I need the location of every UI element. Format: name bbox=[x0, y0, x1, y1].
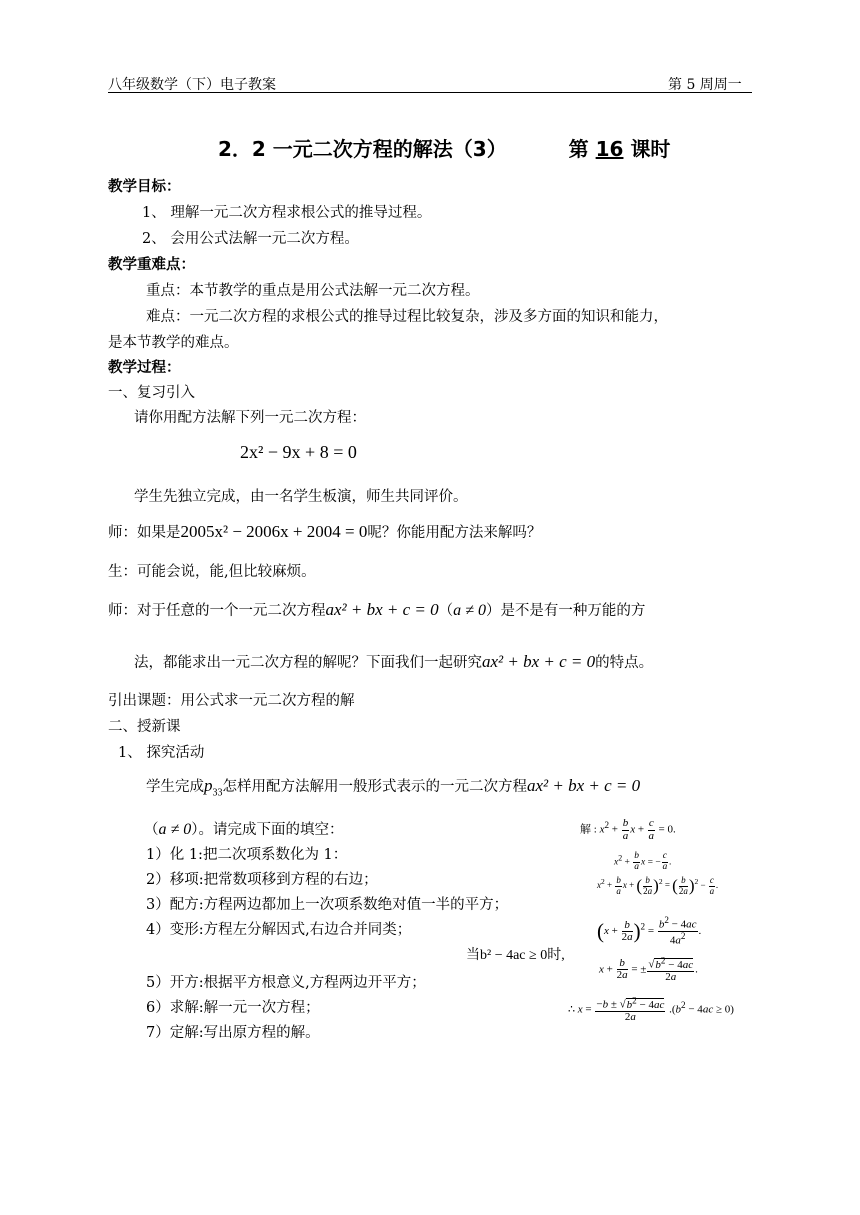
page-ref: $p_{33}$ bbox=[204, 776, 223, 799]
task-line bbox=[146, 775, 640, 798]
step-item: 3）配方:方程两边都加上一次项系数绝对值一半的平方； bbox=[146, 897, 509, 913]
title-lesson-suffix: 课时 bbox=[630, 137, 671, 161]
task-line-2: （a ≠ 0）。请完成下面的填空： bbox=[144, 821, 344, 838]
difficult-point: 难点：一元二次方程的求根公式的推导过程比较复杂，涉及多方面的知识和能力， bbox=[146, 309, 668, 325]
task-suffix: ）。请完成下面的填空： bbox=[191, 822, 344, 838]
step-item: 5）开方:根据平方根意义,方程两边开平方； bbox=[146, 975, 426, 991]
condition: a ≠ 0 bbox=[158, 821, 192, 838]
objective-item: 1、 理解一元二次方程求根公式的推导过程。 bbox=[142, 205, 432, 221]
header-left: 八年级数学（下）电子教案 bbox=[108, 77, 276, 93]
students-activity: 学生先独立完成，由一名学生板演，师生共同评价。 bbox=[134, 489, 468, 505]
section-review: 一、复习引入 bbox=[108, 385, 195, 401]
title-lesson-prefix: 第 bbox=[568, 137, 589, 161]
general-equation: ax² + bx + c = 0 bbox=[482, 652, 596, 671]
solution-step-6: ∴ x = $\frac{-b \pm √b^2 - 4ac}{2a}$ $.(b^2 - 4ac \ge 0)$ bbox=[568, 995, 734, 1024]
step-item: 6）求解:解一元一次方程； bbox=[146, 1000, 320, 1016]
keypoints-heading: 教学重难点： bbox=[108, 257, 195, 273]
step-item: 1）化 1:把二次项系数化为 1： bbox=[146, 847, 348, 863]
key-point: 重点：本节教学的重点是用公式法解一元二次方程。 bbox=[146, 283, 480, 299]
teacher-question-2-cont bbox=[134, 651, 653, 672]
teacher-prefix: 法，都能求出一元二次方程的解呢？下面我们一起研究 bbox=[134, 655, 482, 671]
equation-2005: 2005x² − 2006x + 2004 = 0 bbox=[180, 522, 368, 541]
equation-1: 2x² − 9x + 8 = 0 bbox=[240, 442, 357, 462]
teacher-question-2: 师：对于任意的一个一元二次方程ax² + bx + c = 0（a ≠ 0）是不是有一种万能的方 bbox=[108, 600, 646, 619]
step-item: 7）定解:写出原方程的解。 bbox=[146, 1025, 320, 1041]
teacher-prefix: 师：对于任意的一个一元二次方程 bbox=[108, 603, 326, 619]
title-lesson-number: 16 bbox=[595, 137, 624, 161]
header-rule bbox=[108, 92, 752, 93]
solution-step-4: (x + $\frac{b}{2a}$ )$^2$ = $\frac{b^2 - 4ac}{4a^2}$ . bbox=[597, 915, 702, 947]
solution-step-1: 解 : $x^2$ + $\frac{b}{a}$ x + $\frac{c}{a}$ = 0. bbox=[580, 817, 676, 842]
solution-step-3: $x^2$ + $\frac{b}{a}$ x + ( $\frac{b}{2a}$ )$^2$ = ( $\frac{b}{2a}$ )$^2$ − $\frac{c}{a}$ . bbox=[597, 875, 719, 896]
solution-step-2: $x^2$ + $\frac{b}{a}$ x = − $\frac{c}{a}$ . bbox=[614, 851, 672, 872]
section-new: 二、授新课 bbox=[108, 719, 181, 735]
teacher-prefix: 师：如果是 bbox=[108, 525, 181, 541]
activity-heading: 1、 探究活动 bbox=[118, 745, 205, 761]
teacher-suffix: 是不是有一种万能的方 bbox=[500, 603, 646, 619]
task-middle: 怎样用配方法解用一般形式表示的一元二次方程 bbox=[222, 779, 527, 795]
objectives-heading: 教学目标： bbox=[108, 179, 181, 195]
process-heading: 教学过程： bbox=[108, 360, 181, 376]
task-prefix: 学生完成 bbox=[146, 779, 204, 795]
title-main: 2．2 一元二次方程的解法（3） bbox=[218, 137, 507, 161]
lead-topic: 引出课题：用公式求一元二次方程的解 bbox=[108, 693, 355, 709]
step-item: 2）移项:把常数项移到方程的右边； bbox=[146, 872, 378, 888]
solution-step-5: x + $\frac{b}{2a}$ = ± $\frac{√b^2 - 4ac}{2a}$ . bbox=[599, 955, 698, 984]
teacher-suffix: 的特点。 bbox=[595, 655, 654, 671]
condition-note: 当b² − 4ac ≥ 0时, bbox=[466, 948, 565, 963]
teacher-question-1 bbox=[108, 521, 541, 542]
header-right: 第 5 周周一 bbox=[668, 77, 742, 93]
review-prompt: 请你用配方法解下列一元二次方程： bbox=[134, 410, 366, 426]
condition: a ≠ 0 bbox=[453, 602, 486, 619]
objective-item: 2、 会用公式法解一元二次方程。 bbox=[142, 231, 359, 247]
student-answer: 生：可能会说，能,但比较麻烦。 bbox=[108, 564, 316, 580]
general-equation: ax² + bx + c = 0 bbox=[527, 776, 641, 795]
general-equation: ax² + bx + c = 0 bbox=[325, 600, 439, 619]
teacher-suffix: 呢？你能用配方法来解吗？ bbox=[367, 525, 542, 541]
difficult-point-cont: 是本节教学的难点。 bbox=[108, 335, 239, 351]
page-title bbox=[218, 133, 670, 162]
step-item: 4）变形:方程左分解因式,右边合并同类； bbox=[146, 922, 412, 938]
